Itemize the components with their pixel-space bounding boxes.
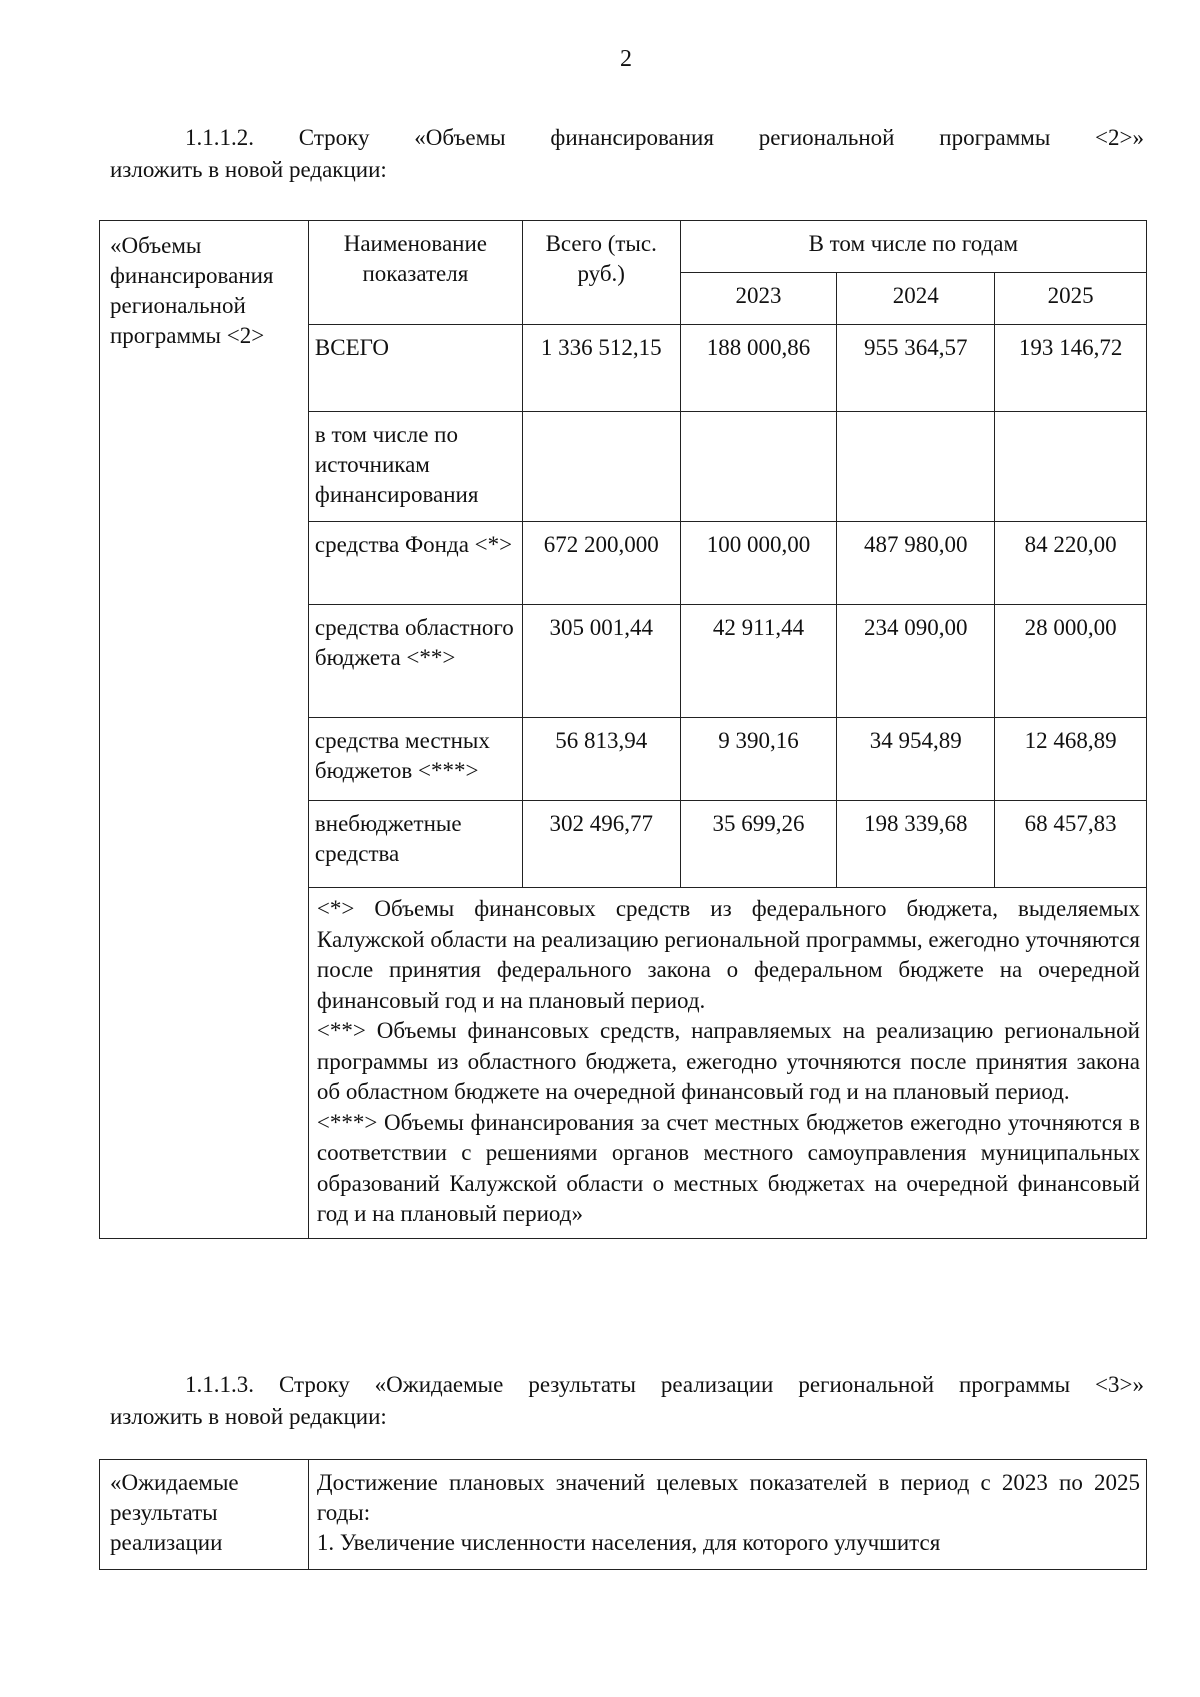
row-name: внебюджетные средства — [308, 801, 522, 888]
row-2025: 28 000,00 — [995, 605, 1147, 718]
row-2024 — [837, 412, 995, 522]
row-total: 56 813,94 — [522, 718, 680, 801]
row-total — [522, 412, 680, 522]
row-2024: 234 090,00 — [837, 605, 995, 718]
section-2-line1: 1.1.1.3. Строку «Ожидаемые результаты реализации региональной программы <3>» — [185, 1372, 1144, 1397]
footnote-fund: <*> Объемы финансовых средств из федерального бюджета, выделяемых Калужской области на реализацию региональной программы, ежегодно уточняются после принятия федерального закона о федеральном бюджете на очередной финансовый год и на плановый период. — [316, 896, 1140, 1013]
row-name: средства областного бюджета <**> — [308, 605, 522, 718]
results-row-label: «Ожидаемые результаты реализации — [100, 1460, 309, 1570]
footnotes — [308, 888, 1146, 1239]
row-2024: 198 339,68 — [837, 801, 995, 888]
row-total: 1 336 512,15 — [522, 325, 680, 412]
header-total: Всего (тыс. руб.) — [522, 221, 680, 325]
financing-row-label: «Объемы финансирования региональной программы <2> — [100, 221, 309, 1239]
row-2023: 35 699,26 — [680, 801, 837, 888]
row-2023: 100 000,00 — [680, 522, 837, 605]
footnote-regional-budget: <**> Объемы финансовых средств, направляемых на реализацию региональной программы из областного бюджета, ежегодно уточняются после принятия закона об областном бюджете на очередной финансовый год и на плановый период. — [316, 1018, 1140, 1104]
row-name: ВСЕГО — [308, 325, 522, 412]
row-2025: 193 146,72 — [995, 325, 1147, 412]
footnote-local-budgets: <***> Объемы финансирования за счет местных бюджетов ежегодно уточняются в соответствии с решениями органов местного самоуправления муниципальных образований Калужской области о местных бюджетах на очередной финансовый год и на плановый период» — [316, 1109, 1140, 1226]
row-name: в том числе по источникам финансирования — [308, 412, 522, 522]
header-indicator: Наименование показателя — [308, 221, 522, 325]
row-2025: 68 457,83 — [995, 801, 1147, 888]
section-2-line2: изложить в новой редакции: — [110, 1404, 387, 1429]
row-2024: 34 954,89 — [837, 718, 995, 801]
results-table — [99, 1459, 1147, 1570]
section-1-line2: изложить в новой редакции: — [110, 157, 387, 182]
section-2-paragraph — [110, 1369, 1144, 1433]
row-2024: 487 980,00 — [837, 522, 995, 605]
row-2023: 188 000,86 — [680, 325, 837, 412]
results-content-line1: Достижение плановых значений целевых показателей в период с 2023 по 2025 годы: — [316, 1470, 1140, 1525]
row-total: 302 496,77 — [522, 801, 680, 888]
row-total: 672 200,000 — [522, 522, 680, 605]
row-name: средства Фонда <*> — [308, 522, 522, 605]
results-content — [308, 1460, 1146, 1570]
row-2023: 42 911,44 — [680, 605, 837, 718]
financing-table — [99, 220, 1147, 1239]
header-by-years: В том числе по годам — [680, 221, 1146, 273]
section-1-paragraph — [110, 122, 1144, 186]
results-content-line2: 1. Увеличение численности населения, для которого улучшится — [316, 1530, 941, 1555]
row-2025: 12 468,89 — [995, 718, 1147, 801]
page-number: 2 — [620, 46, 632, 72]
row-2025: 84 220,00 — [995, 522, 1147, 605]
row-total: 305 001,44 — [522, 605, 680, 718]
row-2023 — [680, 412, 837, 522]
row-2024: 955 364,57 — [837, 325, 995, 412]
section-1-line1: 1.1.1.2. Строку «Объемы финансирования региональной программы <2>» — [185, 125, 1144, 150]
header-year-2025: 2025 — [995, 273, 1147, 325]
header-year-2023: 2023 — [680, 273, 837, 325]
row-name: средства местных бюджетов <***> — [308, 718, 522, 801]
row-2025 — [995, 412, 1147, 522]
header-year-2024: 2024 — [837, 273, 995, 325]
row-2023: 9 390,16 — [680, 718, 837, 801]
